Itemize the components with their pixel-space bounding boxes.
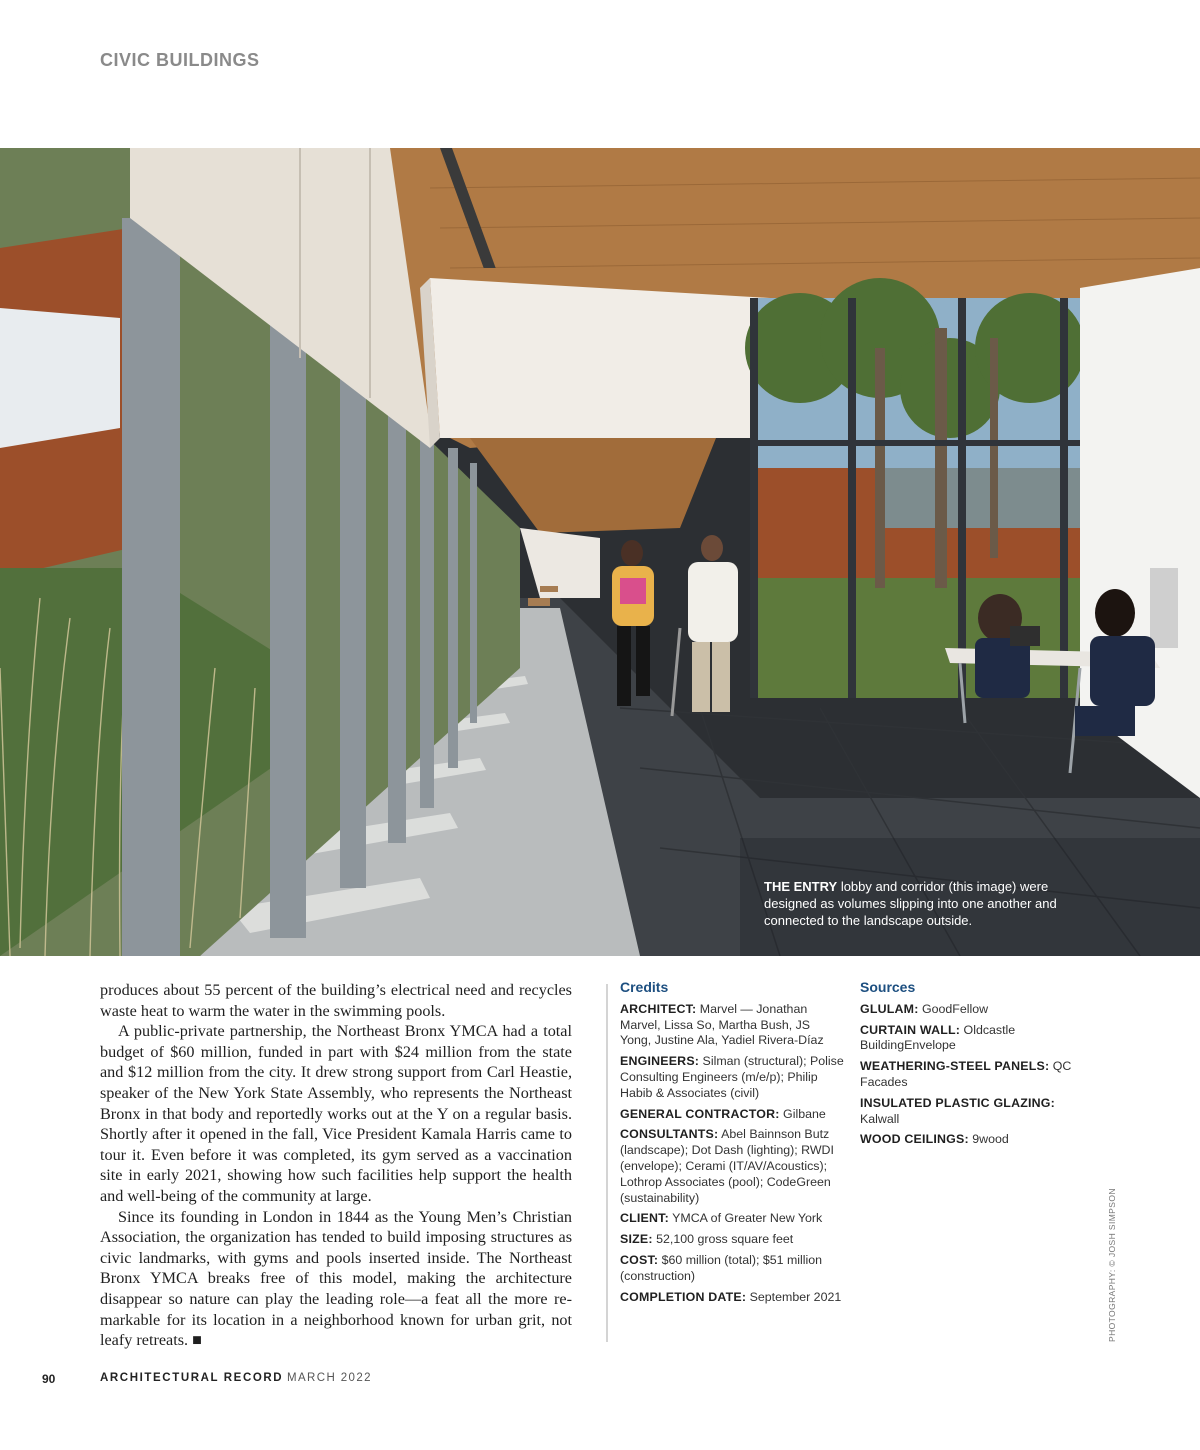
source-entry [860,1059,1080,1091]
source-entry [860,1002,1080,1018]
credit-entry [620,1253,844,1285]
credit-entry [620,1290,844,1306]
credit-label: ARCHITECT: [620,1001,697,1016]
credit-value: Silman (structural); Polise Consulting Engineers (m/e/p); Philip Habib & Associates (civil) [620,1054,844,1100]
source-entry [860,1132,1080,1148]
source-label: WEATHERING-STEEL PANELS: [860,1059,1050,1074]
source-label: INSULATED PLASTIC GLAZING: [860,1095,1055,1110]
source-label: CURTAIN WALL: [860,1022,961,1037]
credit-entry [620,1127,844,1206]
source-value: GoodFellow [918,1001,989,1016]
page-number: 90 [42,1372,56,1386]
credit-value: September 2021 [746,1289,842,1304]
body-paragraph: A public-private partnership, the Northeast Bronx YMCA had a total budget of $60 million, funded in part with $24 million from the state and $12 million from the city. It drew strong support from Carl Heastie, speaker of the New York State Assembly, who represents the Northeast Bronx in that body and reportedly works out at the Y on a regular basis. Shortly after it opened in the fall, Vice President Kamala Harris came to tour it. Even before it was completed, its gym served as a vaccination site in early 2021, showing how such facilities help support the health and well-being of the community at large. [100,1022,572,1205]
credits-heading: Credits [620,979,669,995]
credit-label: COMPLETION DATE: [620,1289,747,1304]
caption-lead: THE ENTRY [764,879,838,894]
body-paragraph: Since its founding in London in 1844 as the Young Men’s Christian Association, the organization has tended to build imposing structures as civic landmarks, with gyms and pools inserted inside. The Northeast Bronx YMCA breaks free of this model, making the architecture disappear so nature can play the leading role—a feat all the more remarkable for its location in a neighborhood known for urban grit, not leafy retreats. ■ [100,1207,572,1350]
source-value: Kalwall [860,1111,900,1126]
credit-value: Marvel — Jonathan Marvel, Lissa So, Martha Bush, JS Yong, Justine Ala, Yadiel Rivera-Díaz [620,1001,824,1048]
photo-credit: PHOTOGRAPHY: © JOSH SIMPSON [1107,1188,1117,1342]
credit-entry [620,1002,844,1049]
caption-text: lobby and corridor (this image) were designed as volumes slipping into one another and connected to the landscape outside. [764,879,1057,928]
source-value: 9wood [968,1132,1009,1147]
source-entry [860,1096,1080,1128]
article-body [100,980,572,1351]
credits-column [620,980,844,1310]
source-label: WOOD CEILINGS: [860,1132,969,1147]
body-paragraph: produces about 55 percent of the building’s electrical need and recycles waste heat to warm the water in the swimming pools. [100,981,572,1020]
credit-entry [620,1107,844,1123]
source-value: QC Facades [860,1059,1072,1089]
credit-label: CONSULTANTS: [620,1127,719,1142]
credit-value: 52,100 gross square feet [652,1232,794,1247]
credit-label: SIZE: [620,1232,653,1247]
source-label: GLULAM: [860,1001,919,1016]
photo-caption [764,878,1104,929]
credit-value: YMCA of Greater New York [668,1211,823,1226]
credit-value: Abel Bainnson Butz (landscape); Dot Dash (lighting); RWDI (envelope); Cerami (IT/AV/Acoustics); Lothrop Associates (pool); CodeGreen (sustainability) [620,1127,834,1205]
credit-label: COST: [620,1252,659,1267]
credit-entry [620,1232,844,1248]
credit-value: Gilbane [779,1106,826,1121]
magazine-name: ARCHITECTURAL RECORD [100,1372,284,1384]
credit-entry [620,1211,844,1227]
credit-label: ENGINEERS: [620,1054,700,1069]
credit-entry [620,1054,844,1101]
source-entry [860,1023,1080,1055]
credit-label: GENERAL CONTRACTOR: [620,1106,780,1121]
source-value: Oldcastle BuildingEnvelope [860,1022,1016,1053]
issue-date: MARCH 2022 [287,1372,372,1384]
credit-label: CLIENT: [620,1211,669,1226]
credit-value: $60 million (total); $51 million (construction) [620,1252,823,1283]
sources-column [860,980,1080,1153]
section-label: CIVIC BUILDINGS [100,50,260,70]
credits-divider [606,984,608,1342]
entry-lobby-photo [0,148,1200,956]
sources-heading: Sources [860,979,916,995]
